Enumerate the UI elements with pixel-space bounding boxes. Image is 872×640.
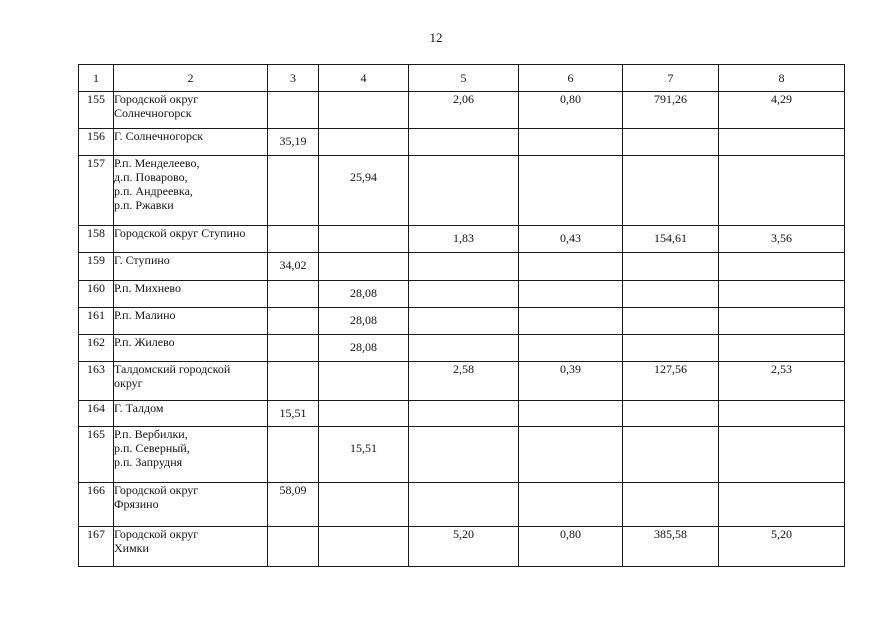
value-cell-3 (268, 281, 319, 308)
value-cell-3 (268, 92, 319, 129)
row-name-line: Г. Талдом (114, 401, 164, 415)
value-cell-4: 25,94 (319, 156, 409, 226)
value-cell-6: 0,80 (519, 527, 623, 567)
row-name-line: Г. Солнечногорск (114, 129, 204, 143)
value-cell-8 (719, 335, 845, 362)
value-cell-7 (623, 401, 719, 427)
value-cell-7 (623, 129, 719, 156)
value-cell-6 (519, 427, 623, 483)
value-cell-8 (719, 156, 845, 226)
value-cell-3 (268, 156, 319, 226)
table-row (79, 483, 845, 527)
value-cell-7 (623, 427, 719, 483)
row-number-cell: 163 (79, 362, 114, 401)
row-name-line: Городской округ (114, 483, 199, 497)
value-cell-6 (519, 401, 623, 427)
row-number-cell: 156 (79, 129, 114, 156)
row-number-cell: 157 (79, 156, 114, 226)
value-cell-8 (719, 308, 845, 335)
header-cell-2: 2 (114, 65, 268, 92)
row-number-cell: 159 (79, 253, 114, 281)
value-cell-6 (519, 253, 623, 281)
row-number-cell: 166 (79, 483, 114, 527)
header-cell-8: 8 (719, 65, 845, 92)
row-name-line: Городской округ (114, 527, 199, 541)
value-cell-8 (719, 129, 845, 156)
value-cell-7: 127,56 (623, 362, 719, 401)
value-cell-8 (719, 427, 845, 483)
row-name-line: Р.п. Малино (114, 308, 176, 322)
row-name-line: Городской округ Ступино (114, 226, 246, 240)
value-cell-3: 34,02 (268, 253, 319, 281)
row-number-cell: 161 (79, 308, 114, 335)
header-cell-7: 7 (623, 65, 719, 92)
row-name-cell (114, 308, 268, 335)
row-name-cell (114, 253, 268, 281)
value-cell-6: 0,43 (519, 226, 623, 253)
value-cell-3: 58,09 (268, 483, 319, 527)
value-cell-6 (519, 483, 623, 527)
value-cell-5: 1,83 (409, 226, 519, 253)
row-number-cell: 165 (79, 427, 114, 483)
value-cell-5: 2,58 (409, 362, 519, 401)
row-name-line: Солнечногорск (114, 106, 192, 120)
value-cell-6: 0,39 (519, 362, 623, 401)
value-cell-4: 15,51 (319, 427, 409, 483)
value-cell-8 (719, 401, 845, 427)
header-cell-5: 5 (409, 65, 519, 92)
value-cell-4 (319, 483, 409, 527)
table-row (79, 253, 845, 281)
value-cell-7: 154,61 (623, 226, 719, 253)
value-cell-8 (719, 253, 845, 281)
table-row (79, 226, 845, 253)
value-cell-8: 5,20 (719, 527, 845, 567)
row-name-line: округ (114, 376, 143, 390)
row-name-cell (114, 362, 268, 401)
value-cell-3 (268, 527, 319, 567)
table-row (79, 156, 845, 226)
value-cell-3 (268, 226, 319, 253)
row-name-cell (114, 156, 268, 226)
row-number-cell: 158 (79, 226, 114, 253)
row-name-line: д.п. Поварово, (114, 170, 188, 184)
value-cell-6 (519, 281, 623, 308)
row-name-cell (114, 335, 268, 362)
row-name-line: Р.п. Менделеево, (114, 156, 200, 170)
value-cell-5 (409, 308, 519, 335)
value-cell-5 (409, 281, 519, 308)
row-name-line: Г. Ступино (114, 253, 170, 267)
value-cell-4 (319, 226, 409, 253)
value-cell-3: 15,51 (268, 401, 319, 427)
row-name-cell (114, 483, 268, 527)
value-cell-4 (319, 527, 409, 567)
value-cell-5 (409, 156, 519, 226)
value-cell-6: 0,80 (519, 92, 623, 129)
header-cell-3: 3 (268, 65, 319, 92)
value-cell-7 (623, 308, 719, 335)
value-cell-4: 28,08 (319, 281, 409, 308)
value-cell-5 (409, 253, 519, 281)
data-table (78, 64, 845, 567)
value-cell-8 (719, 483, 845, 527)
row-name-cell (114, 129, 268, 156)
row-name-cell (114, 527, 268, 567)
value-cell-7 (623, 253, 719, 281)
row-name-line: р.п. Северный, (114, 441, 190, 455)
row-name-cell (114, 401, 268, 427)
value-cell-4: 28,08 (319, 335, 409, 362)
row-number-cell: 155 (79, 92, 114, 129)
value-cell-5 (409, 427, 519, 483)
header-cell-4: 4 (319, 65, 409, 92)
table-row (79, 335, 845, 362)
value-cell-4 (319, 129, 409, 156)
value-cell-5 (409, 483, 519, 527)
value-cell-5 (409, 129, 519, 156)
value-cell-5: 2,06 (409, 92, 519, 129)
table-row (79, 308, 845, 335)
value-cell-3 (268, 427, 319, 483)
row-number-cell: 160 (79, 281, 114, 308)
value-cell-7: 385,58 (623, 527, 719, 567)
value-cell-3 (268, 308, 319, 335)
value-cell-6 (519, 308, 623, 335)
header-row (79, 65, 845, 92)
value-cell-6 (519, 156, 623, 226)
row-name-line: Р.п. Жилево (114, 335, 175, 349)
value-cell-7 (623, 483, 719, 527)
header-cell-1: 1 (79, 65, 114, 92)
value-cell-7: 791,26 (623, 92, 719, 129)
value-cell-3: 35,19 (268, 129, 319, 156)
row-name-cell (114, 226, 268, 253)
value-cell-8: 4,29 (719, 92, 845, 129)
value-cell-6 (519, 335, 623, 362)
row-number-cell: 162 (79, 335, 114, 362)
table-row (79, 427, 845, 483)
value-cell-7 (623, 281, 719, 308)
row-name-line: Р.п. Михнево (114, 281, 182, 295)
value-cell-3 (268, 362, 319, 401)
page-number: 12 (429, 30, 443, 45)
value-cell-8: 3,56 (719, 226, 845, 253)
table-row (79, 281, 845, 308)
row-number-cell: 167 (79, 527, 114, 567)
table-body (79, 92, 845, 567)
value-cell-5 (409, 335, 519, 362)
value-cell-4 (319, 401, 409, 427)
row-name-cell (114, 281, 268, 308)
row-name-line: р.п. Ржавки (114, 198, 174, 212)
value-cell-4 (319, 253, 409, 281)
value-cell-8: 2,53 (719, 362, 845, 401)
value-cell-4: 28,08 (319, 308, 409, 335)
row-name-cell (114, 92, 268, 129)
value-cell-7 (623, 156, 719, 226)
row-name-line: Р.п. Вербилки, (114, 427, 188, 441)
value-cell-3 (268, 335, 319, 362)
table-row (79, 401, 845, 427)
value-cell-4 (319, 362, 409, 401)
value-cell-5 (409, 401, 519, 427)
table-row (79, 92, 845, 129)
header-cell-6: 6 (519, 65, 623, 92)
value-cell-7 (623, 335, 719, 362)
table-row (79, 362, 845, 401)
row-name-line: Городской округ (114, 92, 199, 106)
value-cell-5: 5,20 (409, 527, 519, 567)
row-name-line: Химки (114, 541, 149, 555)
value-cell-4 (319, 92, 409, 129)
row-name-cell (114, 427, 268, 483)
value-cell-8 (719, 281, 845, 308)
row-name-line: р.п. Запрудня (114, 455, 183, 469)
row-name-line: р.п. Андреевка, (114, 184, 193, 198)
table-row (79, 527, 845, 567)
row-number-cell: 164 (79, 401, 114, 427)
row-name-line: Талдомский городской (114, 362, 231, 376)
row-name-line: Фрязино (114, 497, 159, 511)
table-row (79, 129, 845, 156)
value-cell-6 (519, 129, 623, 156)
